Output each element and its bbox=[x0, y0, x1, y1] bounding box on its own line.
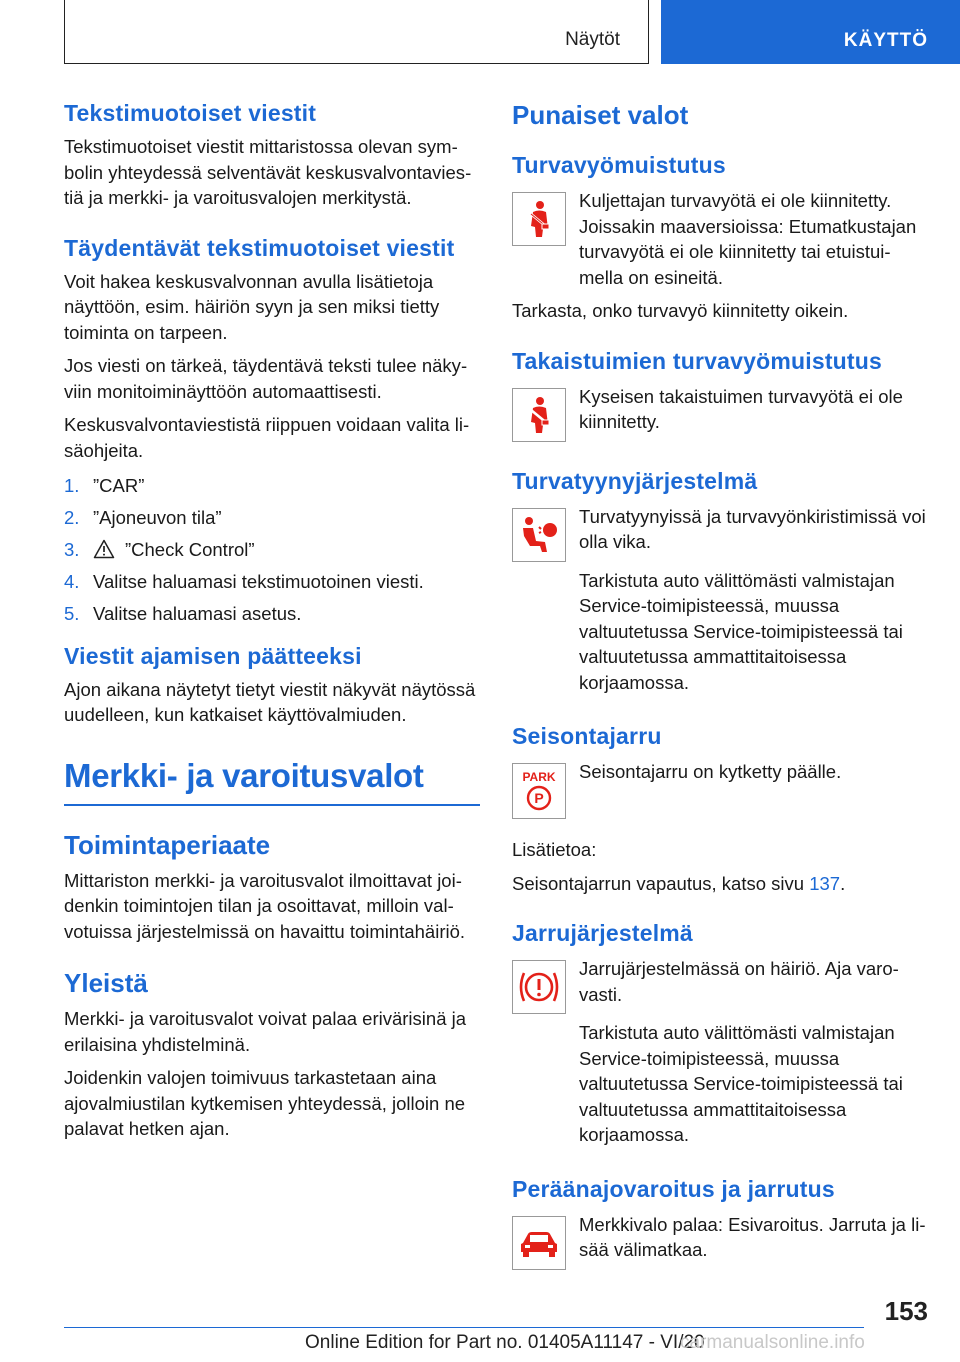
brake-paragraph-2: Tarkistuta auto välittömästi valmistajan Service-toimipisteessä, muussa valtuutetussa Service-toimipisteessä tai valtuutetussa ammattitaitoisessa korjaamossa. bbox=[579, 1022, 903, 1145]
header-section-title: Näytöt bbox=[565, 29, 620, 50]
main-heading: Merkki- ja varoitusvalot bbox=[64, 756, 424, 794]
step-text: ”Ajoneuvon tila” bbox=[93, 507, 222, 528]
right-column bbox=[512, 98, 928, 1268]
restraint-block bbox=[512, 504, 928, 560]
page-number: 153 bbox=[884, 1296, 928, 1326]
step-text: Valitse haluamasi asetus. bbox=[93, 603, 302, 624]
steps-list bbox=[64, 473, 480, 627]
header-section-box bbox=[64, 0, 649, 64]
step-number: 5. bbox=[64, 603, 80, 624]
rear-seatbelt-block bbox=[512, 384, 928, 440]
step-text: ”Check Control” bbox=[125, 539, 255, 560]
list-item bbox=[64, 601, 480, 627]
rear-seatbelt-icon bbox=[512, 388, 566, 442]
collision-warning-icon bbox=[512, 1216, 566, 1270]
parking-brake-paragraph: Seisontajarru on kytketty päälle. bbox=[579, 761, 842, 782]
footer-rule bbox=[64, 1327, 864, 1328]
restraint-paragraph-2: Tarkistuta auto välittömästi valmistajan Service-toimipisteessä, muussa valtuutetussa Service-toimipisteessä tai valtuutetussa ammattitaitoisessa korjaamossa. bbox=[579, 569, 903, 693]
seatbelt-icon bbox=[512, 192, 566, 246]
principle-paragraph: Mittariston merkki- ja varoitusvalot ilmoittavat joidenkin toimintojen tilan ja osoittavat, milloin valvotuissa järjestelmissä on havaittu toimintahäiriö. bbox=[64, 869, 466, 942]
step-text-with-icon bbox=[93, 537, 255, 563]
footer-edition: Online Edition for Part no. 01405A11147 - VI/20 bbox=[305, 1332, 705, 1353]
release-reference bbox=[512, 871, 928, 897]
step-number: 2. bbox=[64, 507, 80, 528]
seatbelt-block bbox=[512, 188, 928, 290]
header-chapter-title: KÄYTTÖ bbox=[843, 30, 928, 51]
brake-paragraph-1: Jarrujärjestelmässä on häiriö. Aja varovasti. bbox=[579, 958, 899, 1005]
seatbelt-paragraph-1: Kuljettajan turvavyötä ei ole kiinnitetty. Joissakin maaversioissa: Etumatkustajan turvavyötä ei ole kiinnitetty tai etuistuimella on esineitä. bbox=[579, 190, 917, 288]
general-paragraph-2: Joidenkin valojen toimivuus tarkastetaan aina ajovalmiustilan kytkemisen yhteydessä, jolloin ne palavat hetken ajan. bbox=[64, 1067, 466, 1139]
parking-brake-heading: Seisontajarru bbox=[512, 723, 662, 749]
collision-paragraph: Merkkivalo palaa: Esivaroitus. Jarruta ja lisää välimatkaa. bbox=[579, 1213, 926, 1260]
brake-heading: Jarrujärjestelmä bbox=[512, 920, 693, 946]
release-page-link[interactable]: 137 bbox=[809, 872, 841, 894]
step-number: 3. bbox=[64, 539, 80, 560]
rear-seatbelt-heading: Takaistuimien turvavyömuistutus bbox=[512, 347, 883, 374]
list-item bbox=[64, 569, 480, 595]
collision-block bbox=[512, 1212, 928, 1268]
park-brake-icon bbox=[512, 763, 566, 819]
supplementary-paragraph-2: Jos viesti on tärkeä, täydentävä teksti tulee näkyviin monitoiminäyttöön automaattisesti. bbox=[64, 355, 468, 402]
restraint-paragraph-1: Turvatyynyissä ja turvavyönkiristimissä voi olla vika. bbox=[579, 505, 926, 552]
list-item bbox=[64, 473, 480, 499]
supplementary-paragraph-3: Keskusvalvontaviestistä riippuen voidaan valita lisäohjeita. bbox=[64, 414, 470, 461]
warning-triangle-icon bbox=[93, 539, 115, 559]
text-messages-paragraph: Tekstimuotoiset viestit mittaristossa olevan symbolin yhteydessä selventävät keskusvalvontaviestiä ja merkki- ja varoitusvalojen merkitystä. bbox=[64, 136, 472, 208]
seatbelt-paragraph-2: Tarkasta, onko turvavyö kiinnitetty oikein. bbox=[512, 300, 849, 321]
list-item bbox=[64, 505, 480, 531]
footer-watermark: carmanualsonline.info bbox=[680, 1332, 865, 1353]
airbag-icon bbox=[512, 508, 566, 562]
brake-block bbox=[512, 956, 928, 1012]
general-heading: Yleistä bbox=[64, 968, 148, 998]
release-end: . bbox=[840, 872, 846, 894]
step-text: Valitse haluamasi tekstimuotoinen viesti. bbox=[93, 571, 424, 592]
more-info-label: Lisätietoa: bbox=[512, 839, 597, 860]
restraint-heading: Turvatyynyjärjestelmä bbox=[512, 467, 758, 494]
step-number: 1. bbox=[64, 475, 80, 496]
text-messages-heading: Tekstimuotoiset viestit bbox=[64, 100, 317, 126]
rear-seatbelt-paragraph: Kyseisen takaistuimen turvavyötä ei ole kiinnitetty. bbox=[579, 385, 903, 432]
supplementary-heading: Täydentävät tekstimuotoiset viestit bbox=[64, 234, 455, 261]
park-brake-icon-letter: P bbox=[534, 790, 544, 806]
list-item bbox=[64, 537, 480, 563]
main-heading-rule bbox=[64, 804, 480, 806]
header-chapter-box bbox=[661, 0, 960, 64]
seatbelt-heading: Turvavyömuistutus bbox=[512, 152, 726, 178]
brake-warning-icon bbox=[512, 960, 566, 1014]
park-brake-icon-label: PARK bbox=[522, 770, 556, 784]
left-column bbox=[64, 98, 480, 1142]
parking-brake-block bbox=[512, 759, 928, 815]
after-drive-paragraph: Ajon aikana näytetyt tietyt viestit näkyvät näytössä uudelleen, kun katkaiset käyttövalmiuden. bbox=[64, 678, 476, 725]
step-text: ”CAR” bbox=[93, 475, 145, 496]
general-paragraph-1: Merkki- ja varoitusvalot voivat palaa erivärisinä ja erilaisina yhdistelminä. bbox=[64, 1008, 467, 1055]
red-lights-heading: Punaiset valot bbox=[512, 100, 689, 130]
supplementary-paragraph-1: Voit hakea keskusvalvonnan avulla lisätietoja näyttöön, esim. häiriön syyn ja sen miksi tietty toiminta on tarpeen. bbox=[64, 270, 440, 343]
step-number: 4. bbox=[64, 571, 80, 592]
principle-heading: Toimintaperiaate bbox=[64, 829, 271, 860]
release-text: Seisontajarrun vapautus, katso sivu bbox=[512, 872, 810, 894]
after-drive-heading: Viestit ajamisen päätteeksi bbox=[64, 642, 362, 669]
collision-heading: Peräänajovaroitus ja jarrutus bbox=[512, 1175, 835, 1202]
